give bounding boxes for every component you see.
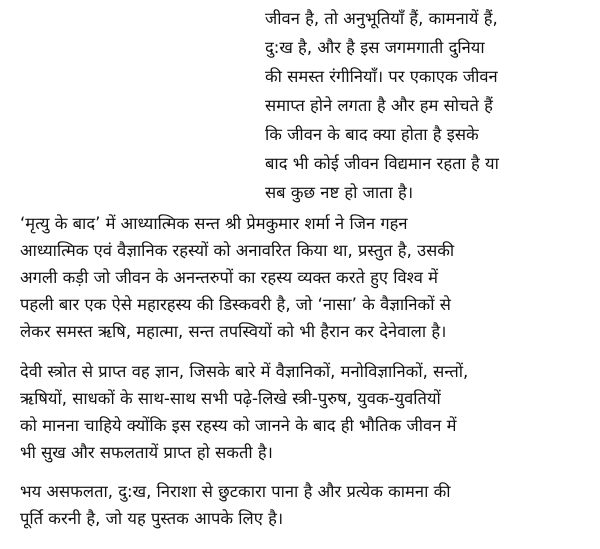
- paragraph-line: देवी स्त्रोत से प्राप्त वह ज्ञान, जिसके बारे में वैज्ञानिकों, मनोविज्ञानिकों, सन्तों,: [20, 362, 469, 381]
- paragraph-line: ‘मृत्यु के बाद’ में आध्यात्मिक सन्त श्री प्रेमकुमार शर्मा ने जिन गहन: [20, 214, 408, 233]
- paragraph-line: आध्यात्मिक एवं वैज्ञानिक रहस्यों को अनावरित किया था, प्रस्तुत है, उसकी: [20, 241, 455, 260]
- paragraph-line: पहली बार एक ऐसे महारहस्य की डिस्कवरी है, जो ‘नासा’ के वैज्ञानिकों से: [20, 295, 451, 314]
- intro-line: की समस्त रंगीनियाँ। पर एकाएक जीवन: [265, 67, 498, 86]
- intro-line: जीवन है, तो अनुभूतियाँ हैं, कामनायें हैं,: [265, 9, 498, 28]
- paragraph-line: अगली कड़ी जो जीवन के अनन्तरुपों का रहस्य व्यक्त करते हुए विश्व में: [20, 268, 438, 287]
- paragraph-line: ऋषियों, साधकों के साथ-साथ सभी पढ़े-लिखे स्त्री-पुरुष, युवक-युवतियों: [20, 389, 441, 408]
- intro-line: समाप्त होने लगता है और हम सोचते हैं: [265, 96, 493, 115]
- paragraph-line: लेकर समस्त ऋषि, महात्मा, सन्त तपस्वियों को भी हैरान कर देनेवाला है।: [20, 322, 447, 341]
- intro-line: बाद भी कोई जीवन विद्यमान रहता है या: [265, 154, 499, 173]
- paragraph-line: भय असफलता, दु:ख, निराशा से छुटकारा पाना है और प्रत्येक कामना की: [20, 482, 451, 501]
- paragraph-line: को मानना चाहिये क्योंकि इस रहस्य को जानने के बाद ही भौतिक जीवन में: [20, 416, 457, 435]
- paragraph-line: भी सुख और सफलतायें प्राप्त हो सकती है।: [20, 443, 273, 462]
- intro-line: दु:ख है, और है इस जगमगाती दुनिया: [265, 38, 485, 57]
- intro-line: सब कुछ नष्ट हो जाता है।: [265, 183, 414, 202]
- paragraph-line: पूर्ति करनी है, जो यह पुस्तक आपके लिए है।: [20, 509, 284, 528]
- intro-line: कि जीवन के बाद क्या होता है इसके: [265, 125, 479, 144]
